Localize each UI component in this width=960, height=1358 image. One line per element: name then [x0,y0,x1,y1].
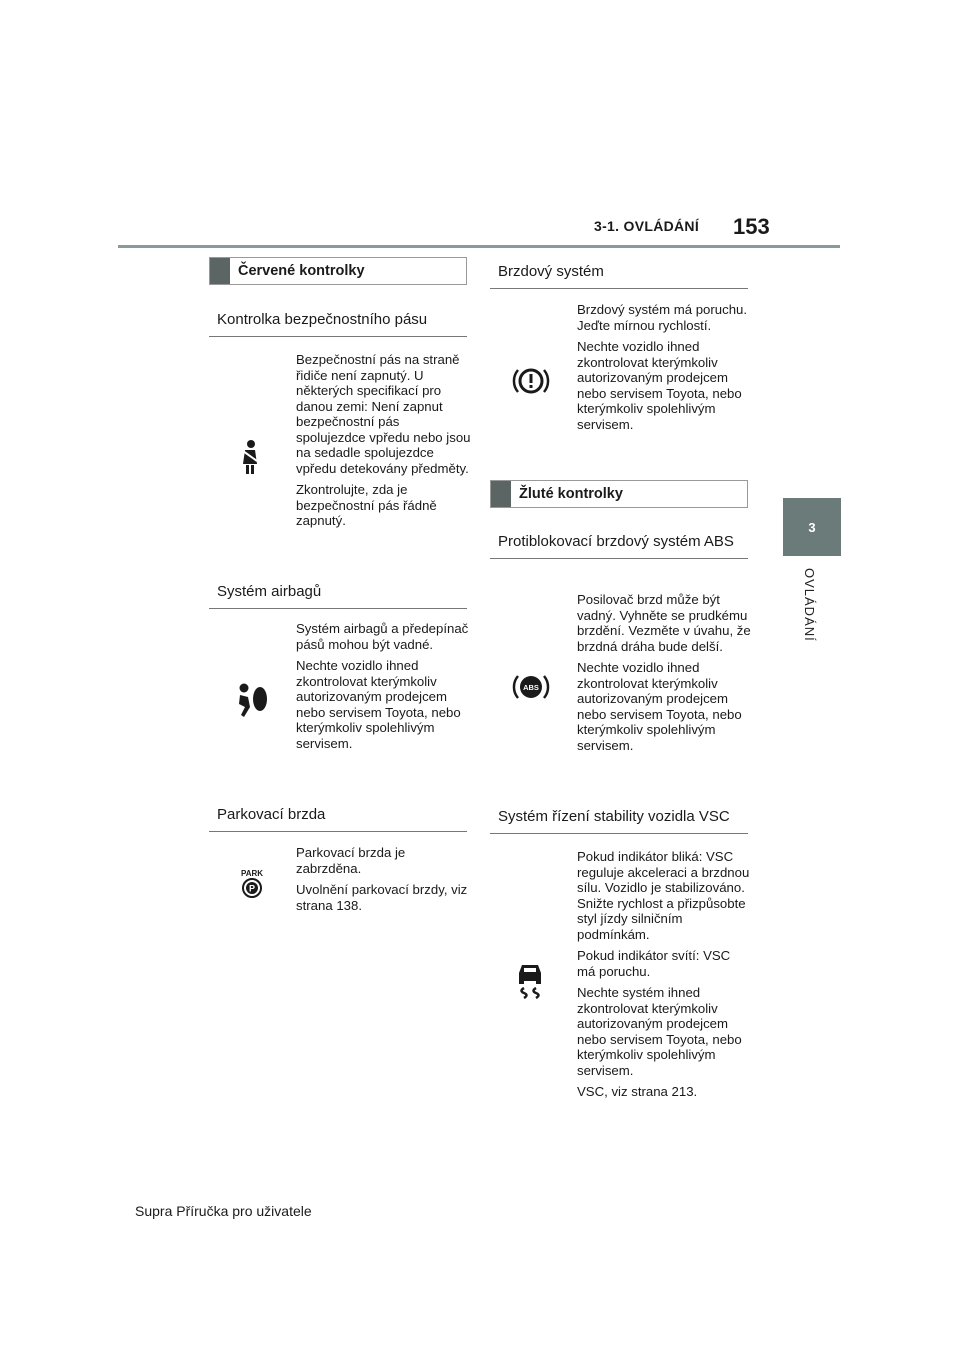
section-title: 3-1. OVLÁDÁNÍ [594,218,700,234]
airbag-icon [235,682,269,718]
abs-icon-label: ABS [523,683,539,692]
airbag-title: Systém airbagů [209,582,467,609]
park-p-icon [241,878,263,898]
footer-text: Supra Příručka pro uživatele [135,1203,312,1219]
vsc-p2: Pokud indikátor svítí: VSC má poruchu. [577,948,731,979]
seatbelt-p1: Bezpečnostní pás na straně řidiče není zapnutý. U některých specifikací pro danou zemi: Není zapnut bezpečnostní pás spolujezdce vpředu nebo jsou na sedadle spolujezdce vpředu detekovány předměty. [296,352,471,476]
airbag-p1: Systém airbagů a předepínač pásů mohou být vadné. [296,621,469,652]
airbag-text [296,621,471,757]
group-title: Žluté kontrolky [519,486,623,502]
chapter-name: OVLÁDÁNÍ [802,568,817,642]
seatbelt-icon [239,439,261,475]
brake-p1: Brzdový systém má poruchu. Jeďte mírnou rychlostí. [577,302,748,333]
brake-p2: Nechte vozidlo ihned zkontrolovat kterýmkoliv autorizovaným prodejcem nebo servisem Toyota, nebo kterýmkoliv spolehlivým servisem. [577,339,742,432]
yellow-indicators-heading [490,480,748,508]
chapter-tab: 3 [783,498,841,556]
parking-p2: Uvolnění parkovací brzdy, viz strana 138. [296,882,468,913]
abs-warning-icon [512,671,550,703]
vsc-skid-icon [515,962,545,1000]
parking-brake-text [296,845,471,919]
vsc-p1: Pokud indikátor bliká: VSC reguluje akceleraci a brzdnou sílu. Vozidlo je stabilizováno. Snižte rychlost a přizpůsobte styl jízdy silničním podmínkám. [577,849,750,942]
vsc-p3: Nechte systém ihned zkontrolovat kterýmkoliv autorizovaným prodejcem nebo servisem Toyota, nebo kterýmkoliv spolehlivým servisem. [577,985,742,1078]
airbag-p2: Nechte vozidlo ihned zkontrolovat kterýmkoliv autorizovaným prodejcem nebo servisem Toyota, nebo kterýmkoliv spolehlivým servisem. [296,658,461,751]
abs-p1: Posilovač brzd může být vadný. Vyhněte se prudkému brzdění. Vezměte v úvahu, že brzdná dráha bude delší. [577,592,751,654]
page-number: 153 [733,214,770,239]
svg-text:P: P [248,883,256,894]
red-indicators-heading [209,257,467,285]
vsc-text [577,849,752,1106]
parking-p1: Parkovací brzda je zabrzděna. [296,845,406,876]
park-label: PARK [240,869,264,878]
brake-system-text [577,302,752,438]
header-divider [118,245,840,248]
heading-bar [210,258,230,284]
abs-title: Protiblokovací brzdový systém ABS [490,532,748,559]
brake-system-title: Brzdový systém [490,262,748,289]
parking-brake-icon [235,869,269,899]
brake-warning-icon [512,365,550,397]
seatbelt-p2: Zkontrolujte, zda je bezpečnostní pás řádně zapnutý. [296,482,437,528]
parking-brake-title: Parkovací brzda [209,805,467,832]
abs-text [577,592,752,759]
seatbelt-title: Kontrolka bezpečnostního pásu [209,310,467,337]
vsc-title: Systém řízení stability vozidla VSC [490,807,748,834]
seatbelt-text [296,352,471,535]
abs-p2: Nechte vozidlo ihned zkontrolovat kterýmkoliv autorizovaným prodejcem nebo servisem Toyota, nebo kterýmkoliv spolehlivým servisem. [577,660,742,753]
heading-bar [491,481,511,507]
vsc-p4: VSC, viz strana 213. [577,1084,698,1099]
group-title: Červené kontrolky [238,263,365,279]
